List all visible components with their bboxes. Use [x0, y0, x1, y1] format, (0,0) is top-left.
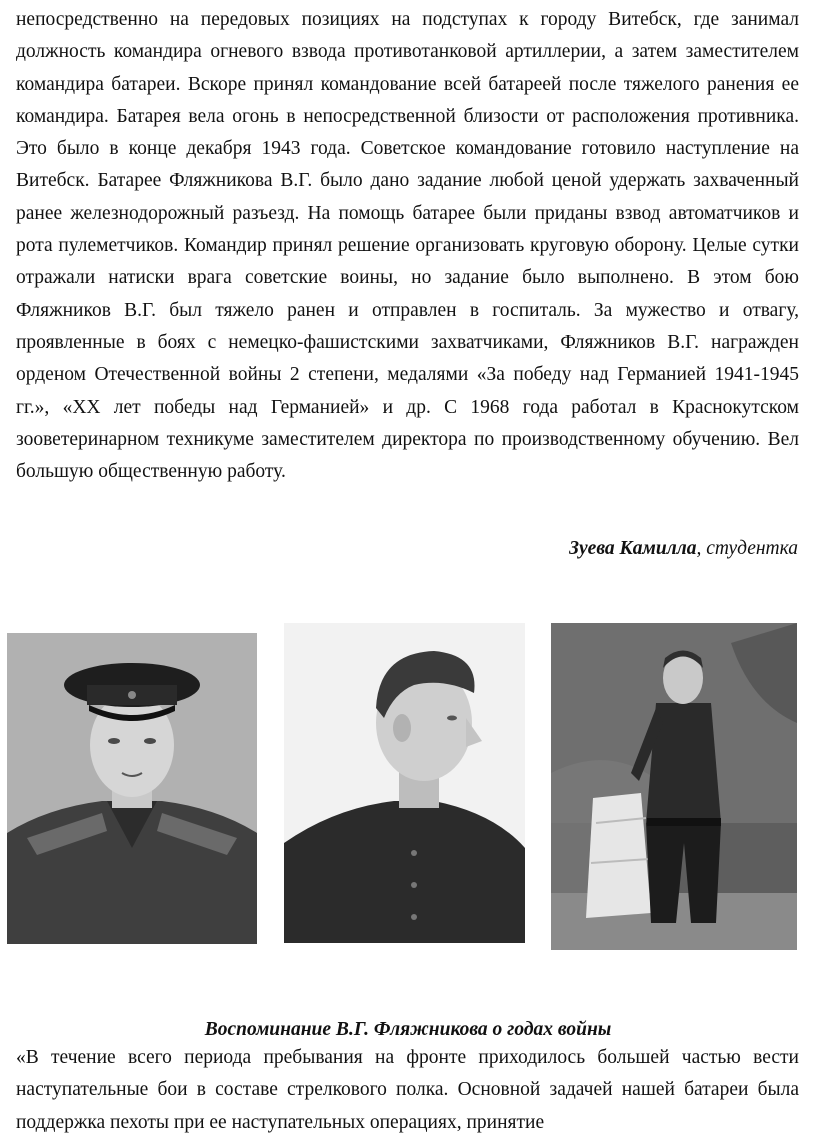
photo-man-profile-image	[284, 623, 525, 943]
memoir-paragraph	[16, 1042, 799, 1139]
memoir-heading: Воспоминание В.Г. Фляжникова о годах войны	[204, 1019, 612, 1040]
author-role: , студентка	[696, 538, 798, 559]
memoir-text: «В течение всего периода пребывания на фронте приходилось большей частью вести наступательные бои в составе стрелкового полка. Основной задачей нашей батареи была поддержка пехоты при ее наступательных операциях, принятие	[16, 1047, 799, 1133]
photo-soldier-in-cap	[7, 633, 257, 944]
photo-soldier-full-length-image	[551, 623, 797, 950]
photo-man-profile	[284, 623, 525, 943]
photo-soldier-in-cap-image	[7, 633, 257, 944]
biography-paragraph: непосредственно на передовых позициях на подступах к городу Витебск, где занимал должность командира огневого взвода противотанковой артиллерии, а затем заместителем командира батареи. Вскоре принял командование всей батареей после тяжелого ранения ее командира. Батарея вела огонь в непосредственной близости от расположения противника. Это было в конце декабря 1943 года. Советское командование готовило наступление на Витебск. Батарее Фляжникова В.Г. было дано задание любой ценой удержать захваченный ранее железнодорожный разъезд. На помощь батарее были приданы взвод автоматчиков и рота пулеметчиков. Командир принял решение организовать круговую оборону. Целые сутки отражали натиски врага советские воины, но задание было выполнено. В этом бою Фляжников В.Г. был тяжело ранен и отправлен в госпиталь. За мужество и отвагу, проявленные в боях с немецко-фашистскими захватчиками, Фляжников В.Г. награжден орденом Отечественной войны 2 степени, медалями «За победу над Германией 1941-1945 гг.», «XX лет победы над Германией» и др. С 1968 года работал в Краснокутском зооветеринарном техникуме заместителем директора по производственному обучению. Вел большую общественную работу.	[16, 9, 799, 483]
author-name: Зуева Камилла	[569, 538, 697, 559]
photo-soldier-full-length	[551, 623, 797, 950]
author-signature	[569, 534, 798, 564]
